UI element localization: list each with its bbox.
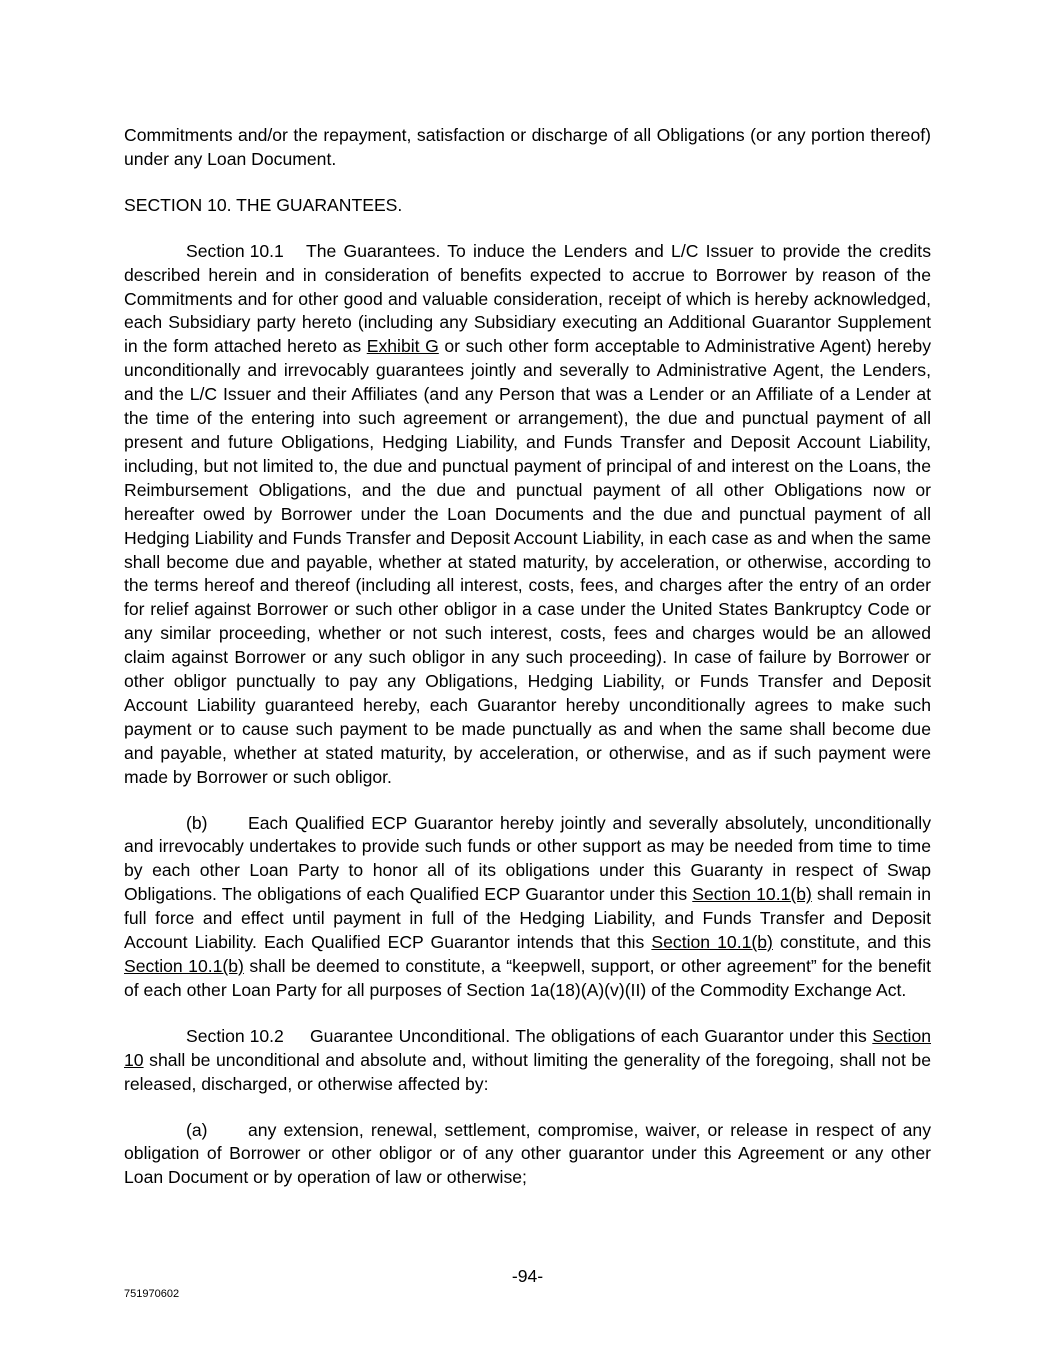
section-10-1-b-link-2[interactable]: Section 10.1(b) — [651, 932, 773, 953]
section-10-1-text-part1: To induce the Lenders and L/C Issuer to provide the credits described herein and in consideration of benefits expected to accrue to Borrower by reason of the Commitments and for other good and valuable consideration, receipt of which is hereby acknowledged, each Subsidiary party hereto (including any Subsidiary executing an Additional Guarantor Supplement in the form attached hereto as — [124, 240, 931, 357]
section-10-1-title: The Guarantees. — [306, 240, 441, 261]
section-10-2-a-paragraph — [124, 1119, 931, 1191]
section-10-1-b-text-part4: shall be deemed to constitute, a “keepwell, support, or other agreement” for the benefit of each other Loan Party for all purposes of Section 1a(18)(A)(v)(II) of the Commodity Exchange Act. — [124, 956, 931, 1000]
section-10-link[interactable]: Section 10 — [124, 1025, 932, 1070]
section-10-1-b-link-3[interactable]: Section 10.1(b) — [124, 956, 244, 976]
intro-text: Commitments and/or the repayment, satisfaction or discharge of all Obligations (or any portion thereof) under any Loan Document. — [124, 125, 931, 169]
section-10-1-b-text-part2: shall remain in full force and effect until payment in full of the Hedging Liability, and Funds Transfer and Deposit Account Liability. Each Qualified ECP Guarantor intends that this — [124, 884, 931, 953]
section-10-1-paragraph — [124, 240, 931, 790]
section-10-2-a-label: (a) — [186, 1119, 208, 1140]
document-id: 751970602 — [124, 1288, 180, 1300]
section-10-2-label: Section 10.2 — [186, 1025, 284, 1046]
section-10-1-label: Section 10.1 — [186, 240, 284, 261]
section-10-1-b-text-part1: Each Qualified ECP Guarantor hereby jointly and severally absolutely, unconditionally and irrevocably undertakes to provide such funds or other support as may be needed from time to time by each other Loan Party to honor all of its obligations under this Guaranty in respect of Swap Obligations. The obligations of each Qualified ECP Guarantor under this — [124, 812, 931, 905]
document-body — [124, 124, 931, 1190]
section-heading: SECTION 10. THE GUARANTEES. — [124, 194, 403, 215]
section-10-2-text-part1: The obligations of each Guarantor under this — [510, 1025, 873, 1046]
page-number: -94- — [511, 1266, 544, 1286]
intro-paragraph — [124, 124, 931, 172]
exhibit-g-link[interactable]: Exhibit G — [366, 336, 439, 357]
section-10-2-a-text: any extension, renewal, settlement, compromise, waiver, or release in respect of any obligation of Borrower or other obligor or of any other guarantor under this Agreement or any other Loan Document or by operation of law or otherwise; — [124, 1119, 931, 1188]
section-10-1-b-label: (b) — [186, 812, 208, 833]
section-10-2-title: Guarantee Unconditional. — [310, 1025, 511, 1046]
section-10-1-b-paragraph — [124, 812, 931, 1003]
section-10-2-paragraph — [124, 1025, 931, 1097]
section-10-2-text-part2: shall be unconditional and absolute and, without limiting the generality of the foregoing, shall not be released, discharged, or otherwise affected by: — [124, 1049, 931, 1094]
section-10-1-b-link-1[interactable]: Section 10.1(b) — [692, 884, 812, 905]
section-10-1-b-text-part3: constitute, and this — [772, 932, 932, 953]
section-10-1-text-part2: or such other form acceptable to Administrative Agent) hereby unconditionally and irrevocably guarantees jointly and severally to Administrative Agent, the Lenders, and the L/C Issuer and their Affiliates (and any Person that was a Lender or an Affiliate of a Lender at the time of the entering into such agreement or arrangement), the due and punctual payment of all present and future Obligations, Hedging Liability, and Funds Transfer and Deposit Account Liability, including, but not limited to, the due and punctual payment of principal of and interest on the Loans, the Reimbursement Obligations, and the due and punctual payment of all other Obligations now or hereafter owed by Borrower under the Loan Documents and the due and punctual payment of all Hedging Liability and Funds Transfer and Deposit Account Liability, in each case as and when the same shall become due and payable, whether at stated maturity, by acceleration, or otherwise, according to the terms hereof and thereof (including all interest, costs, fees, and charges after the entry of an order for relief against Borrower or such other obligor in a case under the United States Bankruptcy Code or any similar proceeding, whether or not such interest, costs, fees and charges would be an allowed claim against Borrower or any such obligor in any such proceeding). In case of failure by Borrower or other obligor punctually to pay any Obligations, Hedging Liability, or Funds Transfer and Deposit Account Liability guaranteed hereby, each Guarantor hereby unconditionally agrees to make such payment or to cause such payment to be made punctually as and when the same shall become due and payable, whether at stated maturity, by acceleration, or otherwise, and as if such payment were made by Borrower or such obligor. — [124, 336, 931, 787]
